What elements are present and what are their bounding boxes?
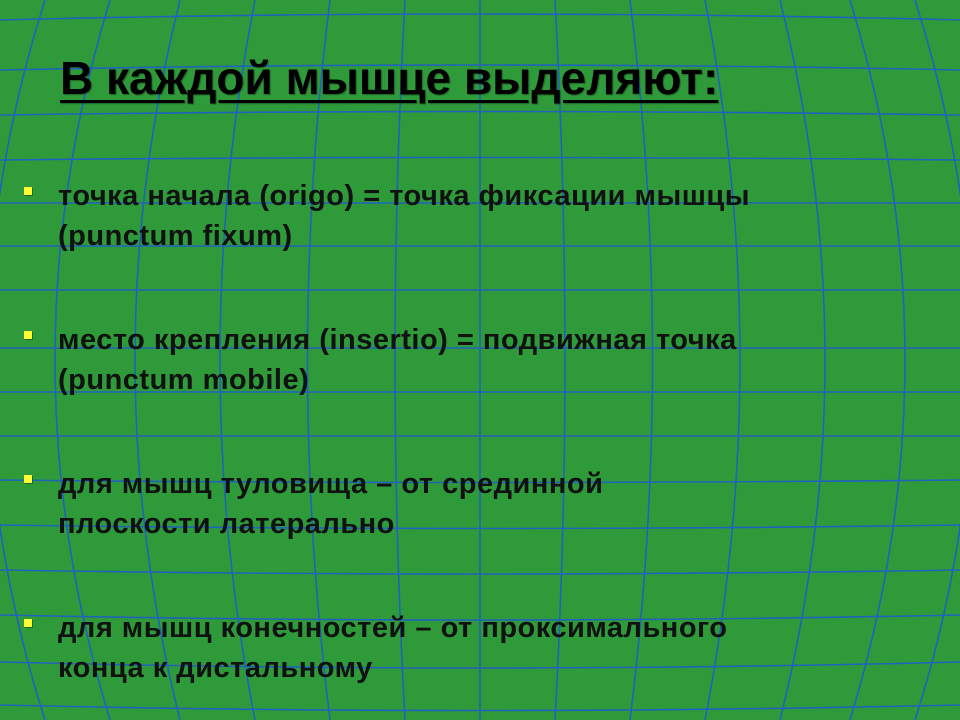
bullet-item	[24, 320, 944, 400]
bullet-text-line-1: для мышц туловища – от срединной	[58, 468, 604, 500]
square-bullet-icon	[24, 619, 32, 627]
bullet-item	[24, 464, 944, 544]
bullet-text-line-1: точка начала (origo) = точка фиксации мышцы	[58, 180, 751, 212]
bullet-item	[24, 608, 944, 688]
bullet-text-line-1: место крепления (insertio) = подвижная точка	[58, 324, 737, 356]
bullet-item	[24, 176, 944, 256]
slide-title: В каждой мышце выделяют:	[60, 52, 719, 104]
bullet-text-line-2: (punctum fixum)	[58, 220, 293, 252]
bullet-text-line-2: конца к дистальному	[58, 652, 373, 684]
square-bullet-icon	[24, 187, 32, 195]
square-bullet-icon	[24, 475, 32, 483]
bullet-list	[24, 176, 944, 720]
bullet-text-line-2: (punctum mobile)	[58, 364, 310, 396]
bullet-text-line-2: плоскости латерально	[58, 508, 395, 540]
square-bullet-icon	[24, 331, 32, 339]
bullet-text-line-1: для мышц конечностей – от проксимального	[58, 612, 728, 644]
